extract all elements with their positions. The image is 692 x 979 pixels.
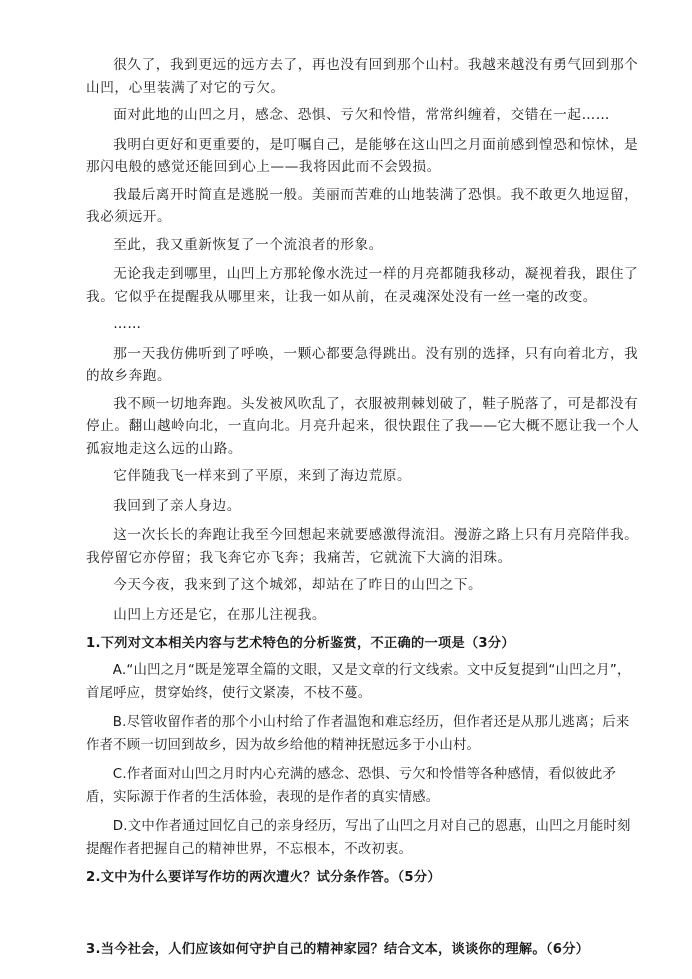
passage-paragraph: 很久了，我到更远的远方去了，再也没有回到那个山村。我越来越没有勇气回到那个山凹，心里装满了对它的亏欠。 bbox=[86, 57, 639, 96]
passage-paragraph: 我不顾一切地奔跑。头发被风吹乱了，衣服被荆棘划破了，鞋子脱落了，可是都没有停止。翻山越岭向北，一直向北。月亮升起来，很快跟住了我——它大概不愿让我一个人孤寂地走这么远的山路。 bbox=[86, 395, 640, 457]
passage-paragraph: 山凹上方还是它，在那儿注视我。 bbox=[113, 606, 327, 623]
answer-space bbox=[86, 893, 640, 937]
question-1-option-c: C.作者面对山凹之月时内心充满的感念、恐惧、亏欠和怜惜等各种感情，看似彼此矛盾，实际源于作者的生活体验，表现的是作者的真实情感。 bbox=[86, 767, 617, 805]
passage-paragraph: 面对此地的山凹之月，感念、恐惧、亏欠和怜惜，常常纠缠着，交错在一起…… bbox=[113, 107, 610, 123]
question-1-option-b: B.尽管收留作者的那个小山村给了作者温饱和难忘经历，但作者还是从那儿逃离；后来作者不顾一切回到故乡，因为故乡给他的精神抚慰远多于小山村。 bbox=[86, 715, 630, 753]
passage-paragraph: 至此，我又重新恢复了一个流浪者的形象。 bbox=[113, 236, 383, 253]
question-1-stem: 1.下列对文本相关内容与艺术特色的分析鉴赏，不正确的一项是（3分） bbox=[86, 636, 515, 651]
question-2-stem: 2.文中为什么要详写作坊的两次遭火？试分条作答。（5分） bbox=[86, 870, 441, 885]
passage-paragraph: 今天今夜，我来到了这个城郊，却站在了昨日的山凹之下。 bbox=[113, 577, 483, 593]
passage-paragraph: 我最后离开时简直是逃脱一般。美丽而苦难的山地装满了恐惧。我不敢更久地逗留，我必须远开。 bbox=[86, 186, 639, 225]
question-1-option-d: D.文中作者通过回忆自己的亲身经历，写出了山凹之月对自己的恩惠，山凹之月能时刻提醒作者把握自己的精神世界，不忘根本，不改初衷。 bbox=[86, 819, 631, 857]
passage-paragraph: 我明白更好和更重要的，是叮嘱自己，是能够在这山凹之月面前感到惶恐和惊怵，是那闪电般的感觉还能回到心上——我将因此而不会毁损。 bbox=[86, 136, 639, 175]
passage-paragraph: 那一天我仿佛听到了呼唤，一颗心都要急得跳出。没有别的选择，只有向着北方，我的故乡奔跑。 bbox=[86, 345, 639, 384]
passage-ellipsis: …… bbox=[113, 316, 142, 332]
passage-paragraph: 我回到了亲人身边。 bbox=[113, 497, 241, 514]
passage-paragraph: 无论我走到哪里，山凹上方那轮像水洗过一样的月亮都随我移动，凝视着我，跟住了我。它似乎在提醒我从哪里来，让我一如从前，在灵魂深处没有一丝一毫的改变。 bbox=[86, 266, 639, 305]
question-1-option-a: A.“山凹之月“既是笼罩全篇的文眼，又是文章的行文线索。文中反复提到“山凹之月”，首尾呼应，贯穿始终，使行文紧凑，不枝不蔓。 bbox=[86, 663, 631, 701]
question-3-stem: 3.当今社会，人们应该如何守护自己的精神家园？结合文本，谈谈你的理解。（6分） bbox=[86, 942, 590, 957]
passage-paragraph: 这一次长长的奔跑让我至今回想起来就要感激得流泪。漫游之路上只有月亮陪伴我。我停留它亦停留；我飞奔它亦飞奔；我痛苦，它就流下大滴的泪珠。 bbox=[86, 527, 639, 566]
passage-paragraph: 它伴随我飞一样来到了平原，来到了海边荒原。 bbox=[113, 468, 412, 484]
